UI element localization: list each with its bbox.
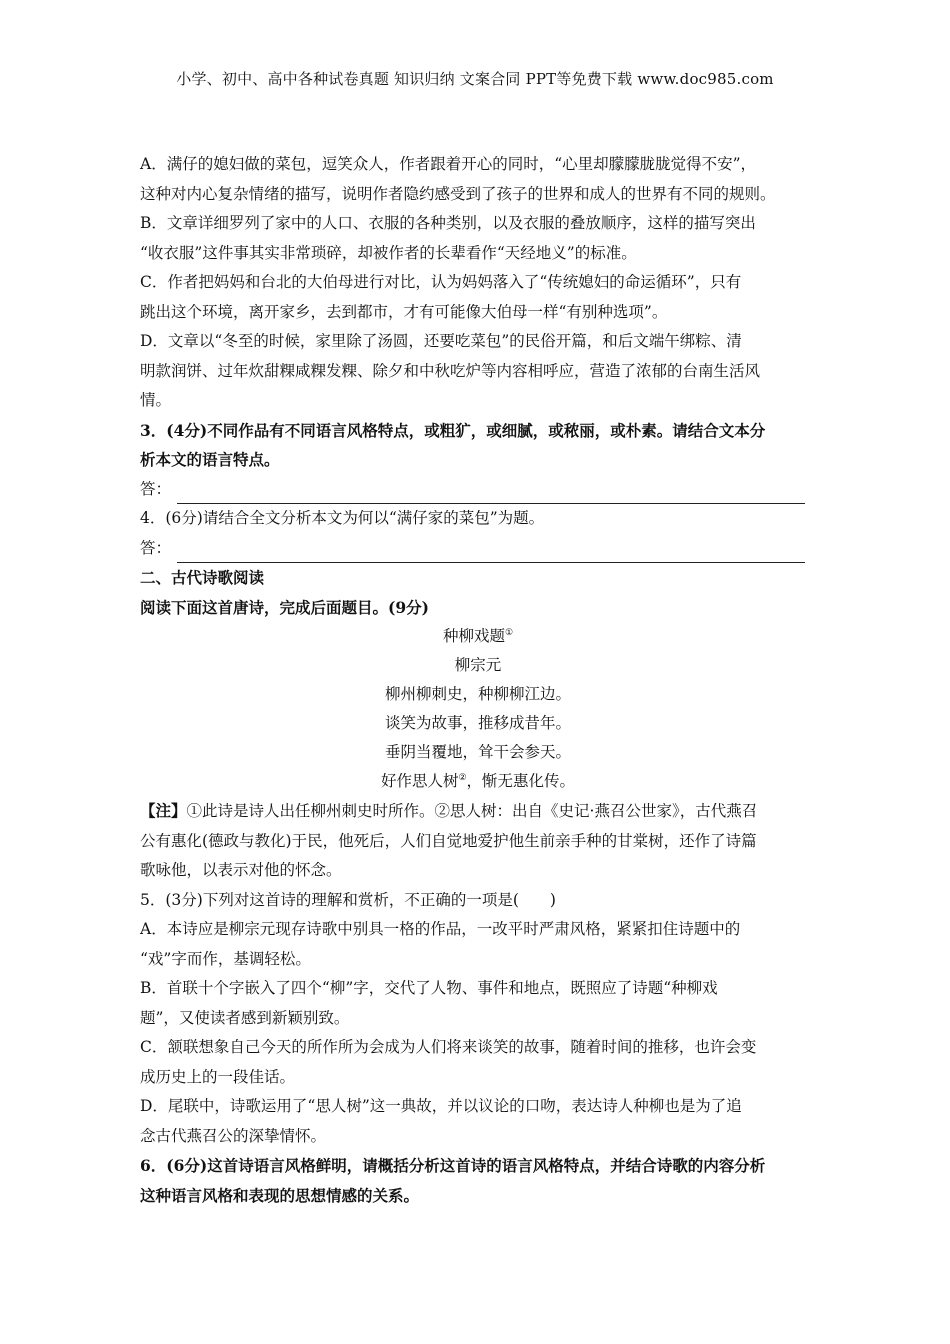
question-6 <box>140 1151 816 1210</box>
option-text: 念古代燕召公的深挚情怀。 <box>140 1126 327 1145</box>
exam-content <box>140 150 816 1210</box>
poem-line: 好作思人树②，惭无惠化传。 <box>380 772 576 790</box>
q2-option-b <box>140 209 816 268</box>
answer-line[interactable] <box>140 534 816 564</box>
answer-label: 答： <box>140 479 172 498</box>
poem-note <box>140 796 816 886</box>
option-text: C．颔联想象自己今天的所作所为会成为人们将来谈笑的故事，随着时间的推移，也许会变 <box>140 1038 757 1056</box>
answer-label: 答： <box>140 538 172 557</box>
note-line: 公有惠化(德政与教化)于民，他死后，人们自觉地爱护他生前亲手种的甘棠树，还作了诗篇 <box>140 831 757 850</box>
poem-line: 柳州柳刺史，种柳柳江边。 <box>384 685 571 703</box>
footnote-marker: ② <box>458 772 467 783</box>
page-header: 小学、初中、高中各种试卷真题 知识归纳 文案合同 PPT等免费下载 www.doc985.com <box>176 70 774 88</box>
option-text: D．文章以“冬至的时候，家里除了汤圆，还要吃菜包”的民俗开篇，和后文端午绑粽、清 <box>140 332 742 350</box>
option-text: 明款润饼、过年炊甜粿咸粿发粿、除夕和中秋吃炉等内容相呼应，营造了浓郁的台南生活风 <box>140 361 761 380</box>
question-stem: 6．(6分)这首诗语言风格鲜明，请概括分析这首诗的语言风格特点，并结合诗歌的内容分析 <box>140 1156 766 1175</box>
q2-option-c <box>140 268 816 327</box>
option-text: B．首联十个字嵌入了四个“柳”字，交代了人物、事件和地点，既照应了诗题“种柳戏 <box>140 979 718 997</box>
poem-line: 垂阴当覆地，耸干会参天。 <box>384 743 571 761</box>
question-5 <box>140 886 816 1152</box>
footnote-marker: ① <box>504 627 514 638</box>
poem <box>140 622 816 796</box>
option-text: 情。 <box>140 391 172 409</box>
option-text: C．作者把妈妈和台北的大伯母进行对比，认为妈妈落入了“传统媳妇的命运循环”，只有 <box>140 273 742 291</box>
poem-line: 谈笑为故事，推移成昔年。 <box>384 714 571 732</box>
option-text: D．尾联中，诗歌运用了“思人树”这一典故，并以议论的口吻，表达诗人种柳也是为了追 <box>140 1097 742 1115</box>
option-text: 这种对内心复杂情绪的描写，说明作者隐约感受到了孩子的世界和成人的世界有不同的规则。 <box>140 184 776 203</box>
option-text: A．本诗应是柳宗元现存诗歌中别具一格的作品，一改平时严肃风格，紧紧扣住诗题中的 <box>140 920 741 938</box>
option-text: 成历史上的一段佳话。 <box>140 1067 296 1086</box>
section-instruction: 阅读下面这首唐诗，完成后面题目。(9分) <box>140 597 429 617</box>
poem-author: 柳宗元 <box>454 656 502 674</box>
question-3 <box>140 416 816 505</box>
section-title: 二、古代诗歌阅读 <box>140 568 265 587</box>
note-line: 【注】①此诗是诗人出任柳州刺史时所作。②思人树：出自《史记·燕召公世家》，古代燕召 <box>140 801 758 820</box>
note-tag: 【注】 <box>140 801 187 820</box>
q2-option-d <box>140 327 816 416</box>
question-stem: 析本文的语言特点。 <box>140 450 280 469</box>
q2-option-a <box>140 150 816 209</box>
answer-blank[interactable] <box>177 544 805 563</box>
question-stem: 3．(4分)不同作品有不同语言风格特点，或粗犷，或细腻，或秾丽，或朴素。请结合文本分 <box>140 420 766 440</box>
option-text: “戏”字而作，基调轻松。 <box>140 949 311 968</box>
option-text: “收衣服”这件事其实非常琐碎，却被作者的长辈看作“天经地义”的标准。 <box>140 243 637 262</box>
option-text: A．满仔的媳妇做的菜包，逗笑众人，作者跟着开心的同时，“心里却朦朦胧胧觉得不安”， <box>140 155 757 173</box>
poem-title: 种柳戏题① <box>442 627 514 645</box>
question-stem: 这种语言风格和表现的思想情感的关系。 <box>140 1185 420 1205</box>
question-stem: 5．(3分)下列对这首诗的理解和赏析，不正确的一项是( ) <box>140 890 556 909</box>
option-text: 跳出这个环境，离开家乡，去到都市，才有可能像大伯母一样“有别种选项”。 <box>140 302 668 321</box>
option-text: 题”，又使读者感到新颖别致。 <box>140 1008 350 1027</box>
answer-blank[interactable] <box>177 485 805 504</box>
question-4 <box>140 504 816 563</box>
option-text: B．文章详细罗列了家中的人口、衣服的各种类别，以及衣服的叠放顺序，这样的描写突出 <box>140 214 756 232</box>
answer-line[interactable] <box>140 475 816 505</box>
note-line: 歌咏他，以表示对他的怀念。 <box>140 861 342 879</box>
question-stem: 4．(6分)请结合全文分析本文为何以“满仔家的菜包”为题。 <box>140 509 545 527</box>
